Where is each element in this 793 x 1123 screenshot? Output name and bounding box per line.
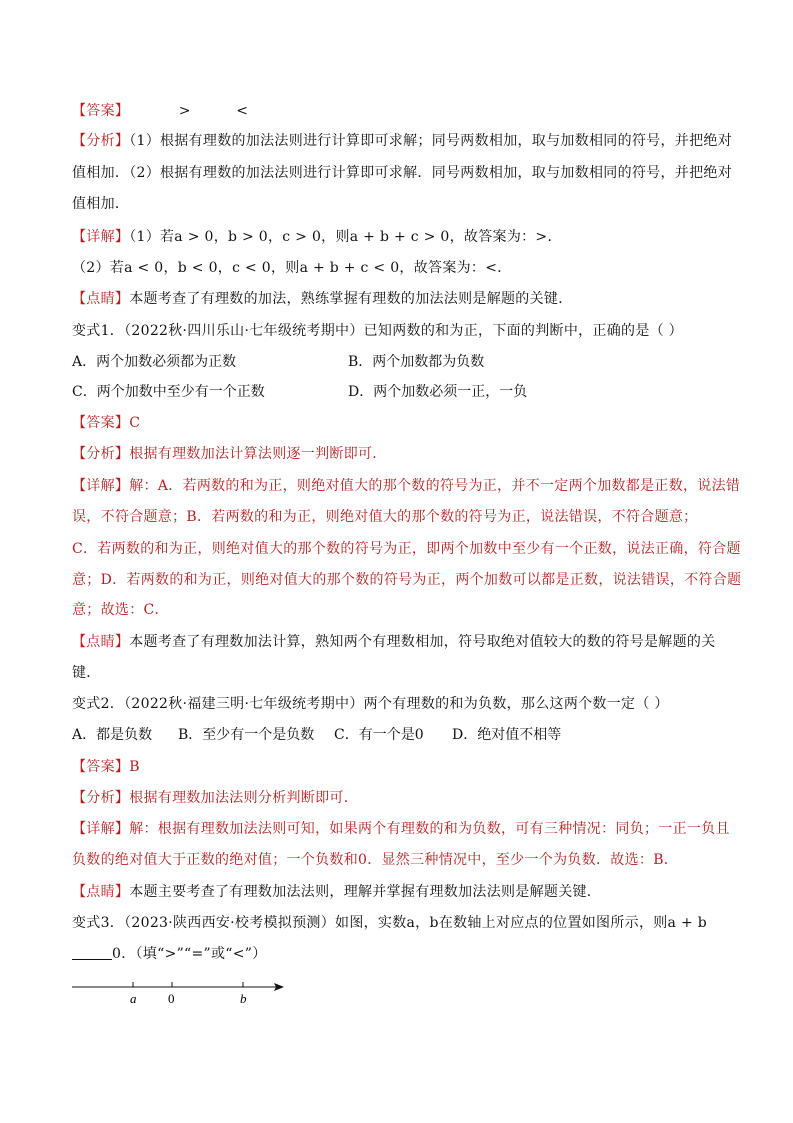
variant2-analysis-label: 【分析】 bbox=[72, 790, 130, 806]
variant1-analysis-text: 根据有理数加法计算法则逐一判断即可． bbox=[129, 446, 387, 462]
variant3-fill-text: 0．（填“>”“=”或“<”） bbox=[112, 946, 267, 962]
variant3-fill-line bbox=[72, 945, 729, 963]
comment-label: 【点睛】 bbox=[72, 291, 130, 307]
label-b: b bbox=[240, 991, 247, 1006]
variant1-question: 变式1．（2022秋·四川乐山·七年级统考期中）已知两数的和为正，下面的判断中，正确的是（ ） bbox=[72, 323, 683, 339]
variant2-detail-text-1: 解：根据有理数加法法则可知，如果两个有理数的和为负数，可有三种情况：同负；一正一负且 bbox=[129, 821, 730, 837]
detail-line-1 bbox=[72, 228, 729, 246]
variant1-comment-line-2: 键． bbox=[72, 665, 101, 681]
variant1-detail-label: 【详解】 bbox=[72, 478, 130, 494]
answer-blank[interactable] bbox=[72, 945, 112, 960]
variant1-analysis-line bbox=[72, 445, 729, 463]
label-zero: 0 bbox=[168, 991, 175, 1006]
variant2-detail-line-1 bbox=[72, 820, 729, 838]
variant2-option-b: B．至少有一个是负数 bbox=[178, 727, 315, 743]
detail-text-1: （1）若a > 0，b > 0，c > 0，则a + b + c > 0，故答案为：>． bbox=[129, 229, 562, 245]
detail-label: 【详解】 bbox=[72, 229, 130, 245]
number-line-figure bbox=[70, 975, 290, 1015]
answer-lt: < bbox=[236, 103, 249, 119]
variant1-detail-text-1: 解：A．若两数的和为正，则绝对值大的那个数的符号为正，并不一定两个加数都是正数，说法错 bbox=[129, 478, 741, 494]
variant1-detail-line-3: C．若两数的和为正，则绝对值大的那个数的符号为正，即两个加数中至少有一个正数，说法正确，符合题 bbox=[72, 541, 741, 557]
variant1-analysis-label: 【分析】 bbox=[72, 446, 130, 462]
answer-line bbox=[72, 102, 729, 120]
label-a: a bbox=[130, 991, 137, 1006]
variant1-comment-label: 【点睛】 bbox=[72, 634, 130, 650]
answer-label: 【答案】 bbox=[72, 103, 130, 119]
variant2-comment-line bbox=[72, 883, 729, 901]
variant2-detail-line-2: 负数的绝对值大于正数的绝对值；一个负数和0．显然三种情况中，至少一个为负数．故选：B． bbox=[72, 852, 679, 868]
variant3-question: 变式3．（2023·陕西西安·校考模拟预测）如图，实数a，b在数轴上对应点的位置如图所示，则a + b bbox=[72, 915, 707, 931]
variant2-option-d: D．绝对值不相等 bbox=[452, 727, 562, 743]
variant1-detail-line-1 bbox=[72, 477, 741, 495]
variant1-option-d: D．两个加数必须一正，一负 bbox=[348, 384, 528, 400]
variant2-answer: B bbox=[129, 759, 140, 775]
variant1-detail-line-5: 意；故选：C． bbox=[72, 602, 169, 618]
analysis-line-2: 值相加．（2）根据有理数的加法法则进行计算即可求解．同号两数相加，取与加数相同的符号，并把绝对 bbox=[72, 165, 733, 181]
detail-line-2: （2）若a < 0，b < 0，c < 0，则a + b + c < 0，故答案为：<． bbox=[72, 260, 512, 276]
variant1-answer-line bbox=[72, 414, 729, 432]
comment-text: 本题考查了有理数的加法，熟练掌握有理数的加法法则是解题的关键． bbox=[129, 291, 573, 307]
variant1-option-c: C．两个加数中至少有一个正数 bbox=[72, 384, 265, 400]
analysis-line-3: 值相加． bbox=[72, 196, 130, 212]
comment-line bbox=[72, 290, 729, 308]
variant1-option-b: B．两个加数都为负数 bbox=[348, 354, 485, 370]
variant1-detail-line-4: 意；D．若两数的和为正，则绝对值大的那个数的符号为正，两个加数可以都是正数，说法错误，不符合题 bbox=[72, 572, 742, 588]
variant2-answer-line bbox=[72, 758, 729, 776]
analysis-line-1 bbox=[72, 132, 733, 150]
variant1-answer-label: 【答案】 bbox=[72, 415, 130, 431]
variant1-comment-line-1 bbox=[72, 633, 729, 651]
variant1-comment-text-1: 本题考查了有理数加法计算，熟知两个有理数相加，符号取绝对值较大的数的符号是解题的关 bbox=[129, 634, 716, 650]
variant1-option-a: A．两个加数必须都为正数 bbox=[72, 354, 237, 370]
variant2-option-a: A．都是负数 bbox=[72, 727, 153, 743]
variant2-answer-label: 【答案】 bbox=[72, 759, 130, 775]
variant2-comment-text: 本题主要考查了有理数加法法则，理解并掌握有理数加法法则是解题关键． bbox=[129, 884, 602, 900]
variant1-answer: C bbox=[129, 415, 141, 431]
answer-gt: > bbox=[178, 103, 191, 119]
variant2-analysis-line bbox=[72, 789, 729, 807]
variant2-analysis-text: 根据有理数加法法则分析判断即可． bbox=[129, 790, 359, 806]
variant2-option-c: C．有一个是0 bbox=[334, 727, 424, 743]
variant2-detail-label: 【详解】 bbox=[72, 821, 130, 837]
variant2-question: 变式2．（2022秋·福建三明·七年级统考期中）两个有理数的和为负数，那么这两个数一定（ ） bbox=[72, 696, 669, 712]
analysis-text-1: （1）根据有理数的加法法则进行计算即可求解；同号两数相加，取与加数相同的符号，并把绝对 bbox=[129, 133, 733, 149]
variant2-comment-label: 【点睛】 bbox=[72, 884, 130, 900]
variant1-detail-line-2: 误，不符合题意；B．若两数的和为正，则绝对值大的那个数的符号为正，说法错误，不符合题意； bbox=[72, 509, 698, 525]
analysis-label: 【分析】 bbox=[72, 133, 130, 149]
